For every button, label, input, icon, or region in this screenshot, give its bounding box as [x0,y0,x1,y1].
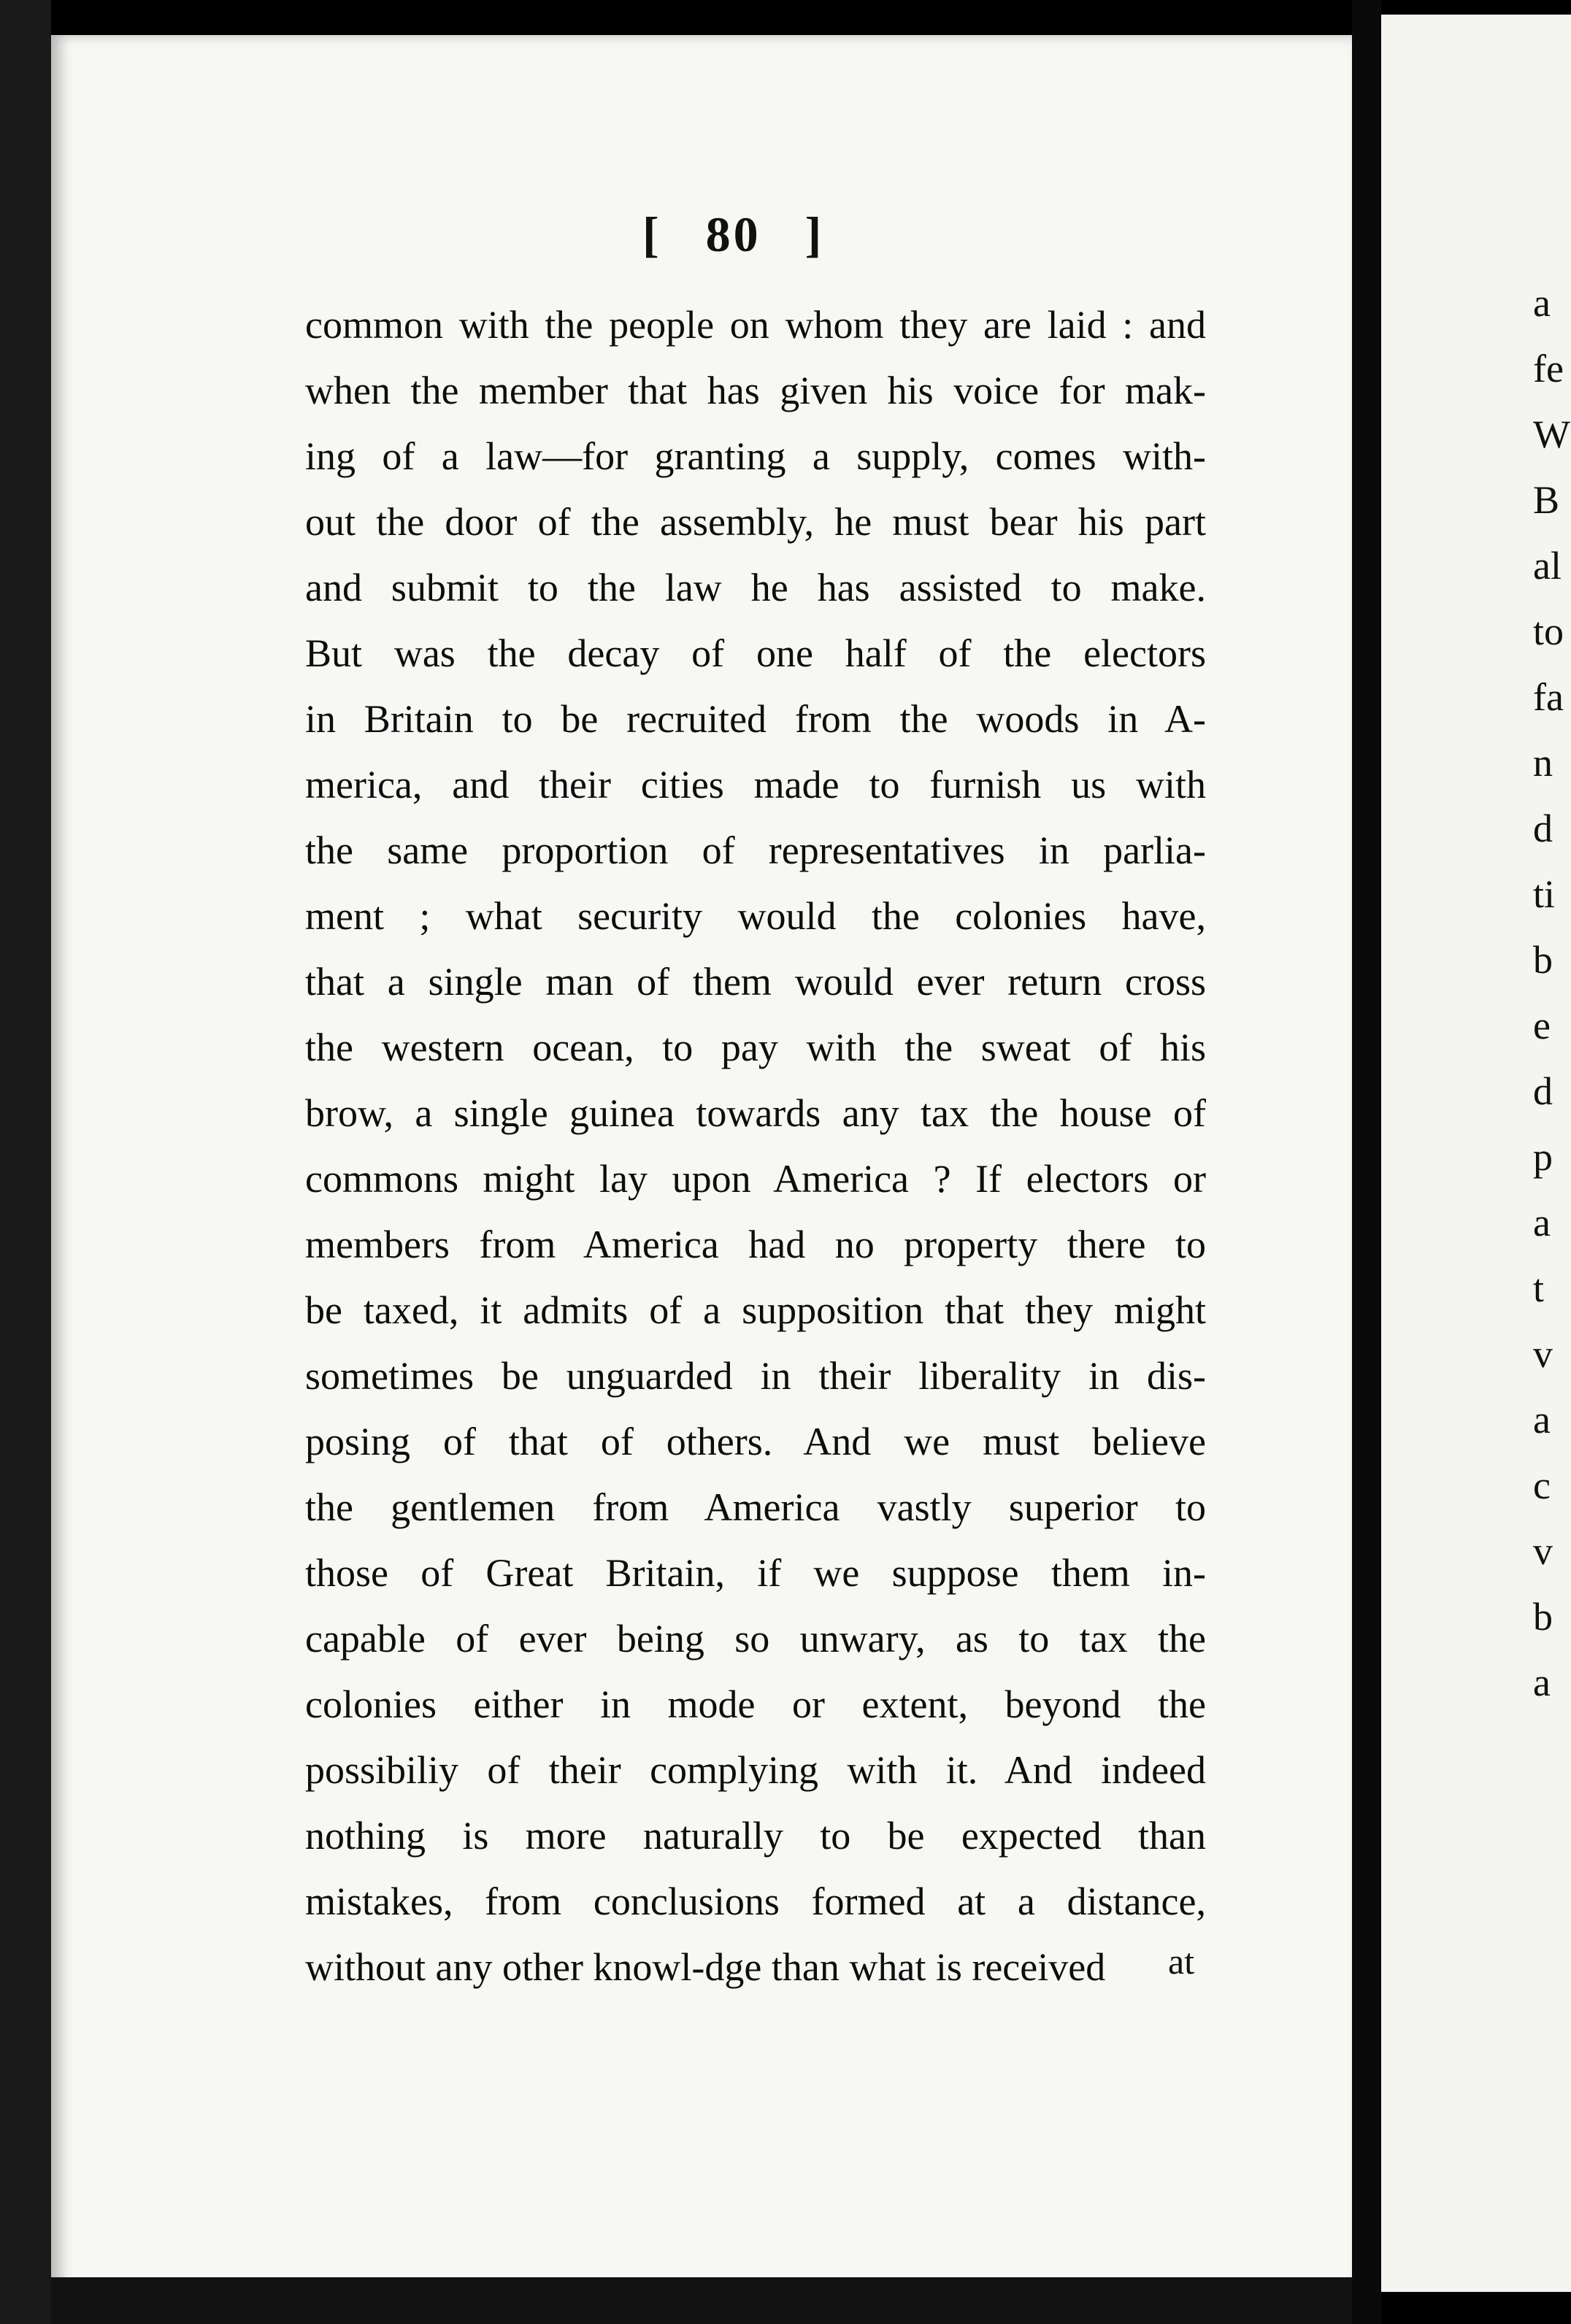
right-fragment: e [1533,1004,1551,1047]
left-gutter [0,0,51,2324]
right-fragment: p [1533,1135,1553,1179]
text-line: the western ocean, to pay with the sweat of his [305,1026,1206,1069]
book-spine [1352,0,1381,2324]
body-text [305,292,1206,2000]
text-line: out the door of the assembly, he must bear his part [305,500,1206,544]
text-line: and submit to the law he has assisted to make. [305,566,1206,609]
text-line: possibiliy of their complying with it. And indeed [305,1748,1206,1792]
right-fragment: t [1533,1266,1545,1310]
right-fragment: c [1533,1463,1551,1507]
right-fragment: al [1533,544,1562,588]
right-fragment: n [1533,741,1553,785]
catchword: at [1168,1941,1195,1982]
text-line: in Britain to be recruited from the woods in A- [305,697,1206,741]
text-line: be taxed, it admits of a supposition that they might [305,1288,1206,1332]
page-header [642,206,824,263]
right-page-text-fragments [1533,270,1570,1715]
text-line: posing of that of others. And we must believe [305,1420,1206,1463]
right-fragment: W [1533,412,1570,456]
right-fragment: a [1533,1201,1551,1244]
right-fragment: B [1533,478,1560,522]
right-fragment: fe [1533,347,1564,390]
right-fragment: v [1533,1529,1553,1573]
text-line: the gentlemen from America vastly superior to [305,1485,1206,1529]
page-number: 80 [705,207,761,262]
text-line: brow, a single guinea towards any tax the house of [305,1091,1206,1135]
header-bracket-open: [ [642,207,662,262]
text-line: nothing is more naturally to be expected than [305,1814,1206,1858]
header-bracket-close: ] [804,207,825,262]
right-fragment: fa [1533,675,1564,719]
right-fragment: to [1533,609,1564,653]
right-fragment: b [1533,938,1553,982]
text-line: without any other knowl-dge than what is received [305,1945,1106,1989]
text-line: when the member that has given his voice for mak- [305,369,1206,412]
bottom-shadow [51,2277,1352,2324]
right-fragment: d [1533,807,1553,850]
text-line: members from America had no property there to [305,1223,1206,1266]
text-line: sometimes be unguarded in their liberality in dis- [305,1354,1206,1398]
right-fragment: a [1533,281,1551,325]
text-line: common with the people on whom they are laid : and [305,303,1206,347]
text-line: ment ; what security would the colonies have, [305,894,1206,938]
right-fragment: b [1533,1595,1553,1639]
right-fragment: ti [1533,872,1556,916]
text-line: capable of ever being so unwary, as to tax the [305,1617,1206,1661]
text-line: that a single man of them would ever return cross [305,960,1206,1004]
right-fragment: v [1533,1332,1553,1376]
text-line: those of Great Britain, if we suppose them in- [305,1551,1206,1595]
right-fragment: a [1533,1398,1551,1442]
text-line: mistakes, from conclusions formed at a distance, [305,1879,1206,1923]
text-line: commons might lay upon America ? If electors or [305,1157,1206,1201]
text-line: merica, and their cities made to furnish us with [305,763,1206,807]
right-fragment: a [1533,1661,1551,1704]
text-line: But was the decay of one half of the electors [305,631,1206,675]
right-fragment: d [1533,1069,1553,1113]
text-line: ing of a law—for granting a supply, comes with- [305,434,1206,478]
text-line: colonies either in mode or extent, beyond the [305,1682,1206,1726]
text-line: the same proportion of representatives in parlia- [305,828,1206,872]
